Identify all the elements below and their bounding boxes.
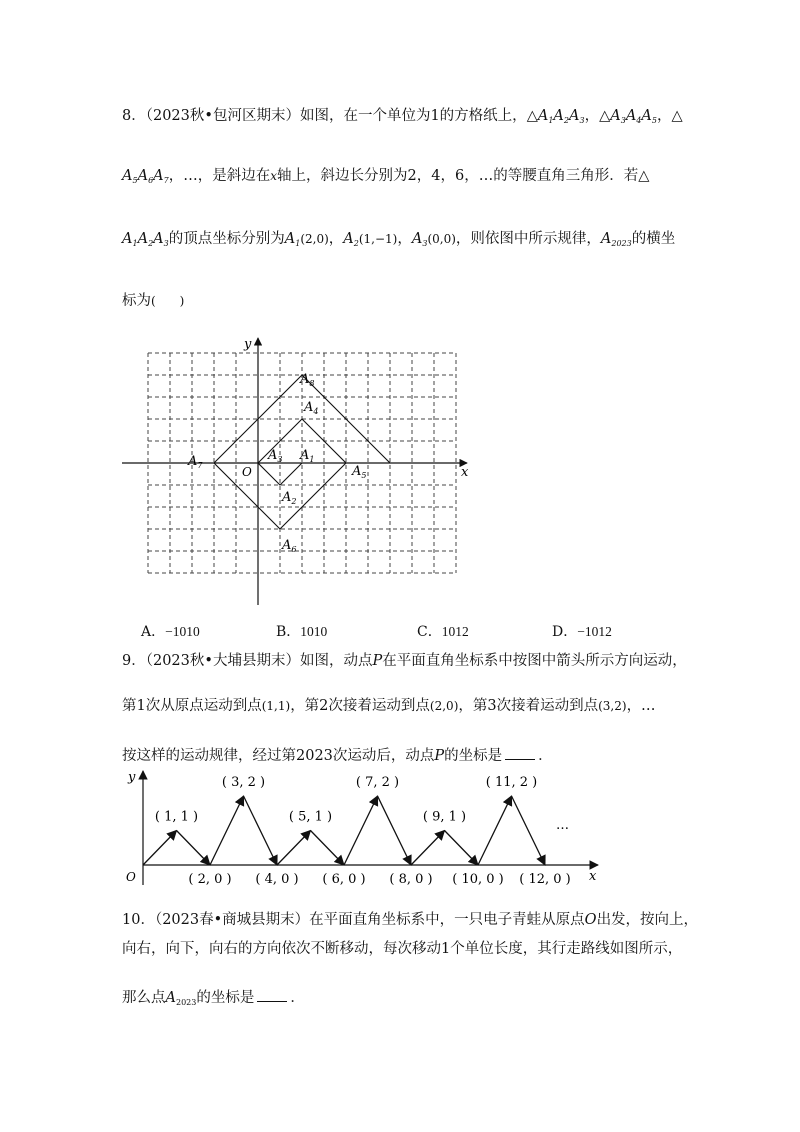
point-label-a3: $A_3$ bbox=[268, 448, 283, 464]
coordinate-label: ( 10, 0 ) bbox=[452, 872, 504, 887]
ellipsis: … bbox=[556, 818, 569, 833]
point-label-a7: $A_7$ bbox=[188, 454, 203, 470]
q9-path-figure bbox=[0, 765, 800, 895]
q8-source: （2023秋•包河区期末） bbox=[145, 108, 300, 124]
path-segment bbox=[210, 796, 244, 865]
q8-line-2: $A_5A_6A_7$，…，是斜边在x轴上，斜边长分别为2，4，6，…的等腰直角三角形．若△ bbox=[122, 168, 650, 185]
path-segment bbox=[478, 796, 512, 865]
q10-line-3: 那么点$A_{2023}$的坐标是 ． bbox=[122, 990, 305, 1007]
path-segment bbox=[512, 796, 546, 865]
path-segment bbox=[177, 831, 211, 866]
triangle-a1a2a3: $A_1A_2A_3$ bbox=[537, 108, 585, 125]
coordinate-label: ( 4, 0 ) bbox=[255, 872, 299, 887]
y-axis-label: y bbox=[128, 770, 136, 785]
q8-line-1: 8．（2023秋•包河区期末）如图，在一个单位为1的方格纸上，$\triangle A_1A_2A_3$，$\triangle A_3A_4A_5$，△ bbox=[122, 108, 683, 125]
q8-number: 8． bbox=[122, 108, 146, 124]
coordinate-label: ( 9, 1 ) bbox=[422, 809, 467, 825]
q8-grid-figure bbox=[0, 330, 800, 630]
path-segment bbox=[277, 831, 311, 866]
coordinate-label: ( 6, 0 ) bbox=[322, 872, 366, 887]
y-axis-label: y bbox=[244, 337, 252, 352]
coordinate-label: ( 5, 1 ) bbox=[288, 809, 333, 825]
coordinate-label: ( 3, 2 ) bbox=[221, 775, 266, 790]
origin-label: O bbox=[242, 465, 252, 479]
q10-number: 10． bbox=[122, 912, 155, 928]
q9-line-1: 9．（2023秋•大埔县期末）如图，动点P在平面直角坐标系中按图中箭头所示方向运动， bbox=[122, 653, 687, 669]
coordinate-label: ( 1, 1 ) bbox=[154, 809, 199, 825]
answer-blank[interactable] bbox=[257, 989, 287, 1002]
path-segment bbox=[244, 796, 278, 865]
path-segment bbox=[411, 831, 445, 866]
q9-number: 9． bbox=[122, 653, 146, 669]
path-segment bbox=[143, 831, 177, 866]
option-c[interactable]: C．1012 bbox=[417, 624, 469, 640]
point-label-a2: $A_2$ bbox=[282, 490, 297, 506]
point-label-a1: $A_1$ bbox=[300, 448, 315, 464]
path-segment bbox=[344, 796, 378, 865]
path-segment bbox=[311, 831, 345, 866]
point-label-a6: $A_6$ bbox=[282, 538, 297, 554]
point-label-a4: $A_4$ bbox=[304, 400, 319, 416]
q10-line-2: 向右，向下，向右的方向依次不断移动，每次移动1个单位长度，其行走路线如图所示， bbox=[122, 941, 683, 957]
q10-line-1: 10．（2023春•商城县期末）在平面直角坐标系中，一只电子青蛙从原点O出发，按向上， bbox=[122, 912, 699, 928]
triangle-a5a6a7: $A_5A_6A_7$ bbox=[122, 168, 169, 185]
point-label-a8: $A_8$ bbox=[300, 372, 315, 388]
point-label-a5: $A_5$ bbox=[352, 464, 367, 480]
a3-coordinate: (0,0) bbox=[427, 232, 456, 246]
coordinate-label: ( 2, 0 ) bbox=[188, 872, 232, 887]
coordinate-label: ( 7, 2 ) bbox=[355, 775, 400, 790]
option-b[interactable]: B．1010 bbox=[276, 624, 328, 640]
coordinate-label: ( 12, 0 ) bbox=[519, 872, 571, 887]
a2-coordinate: (1,−1) bbox=[358, 232, 398, 246]
answer-blank[interactable] bbox=[505, 747, 535, 760]
q8-line-3: $A_1A_2A_3$的顶点坐标分别为$A_1(2,0)$，$A_2(1,-1)$，$A_3(0,0)$，则依图中所示规律，$A_{2023}$的横坐 bbox=[122, 231, 676, 248]
origin-label: O bbox=[126, 870, 136, 884]
q9-source: （2023秋•大埔县期末） bbox=[145, 653, 300, 669]
triangle-a1a2a3-b: $A_1A_2A_3$ bbox=[122, 231, 169, 248]
path-segment bbox=[445, 831, 479, 866]
option-d[interactable]: D．−1012 bbox=[552, 624, 612, 640]
answer-paren: ( ) bbox=[151, 294, 185, 308]
q8-line-4: 标为( ) bbox=[122, 293, 185, 309]
coordinate-label: ( 8, 0 ) bbox=[389, 872, 433, 887]
q9-line-2: 第1次从原点运动到点(1,1)，第2次接着运动到点(2,0)，第3次接着运动到点(3,2)，… bbox=[122, 698, 656, 714]
q10-source: （2023春•商城县期末） bbox=[154, 912, 310, 928]
option-a[interactable]: A．−1010 bbox=[141, 624, 200, 640]
x-axis-label: x bbox=[589, 869, 597, 884]
a1-coordinate: (2,0) bbox=[300, 232, 329, 246]
x-axis-label: x bbox=[461, 465, 469, 480]
triangle-a3a4a5: $A_3A_4A_5$ bbox=[610, 108, 657, 125]
q9-line-3: 按这样的运动规律，经过第2023次运动后，动点P的坐标是 ． bbox=[122, 748, 553, 764]
path-segment bbox=[378, 796, 412, 865]
coordinate-label: ( 11, 2 ) bbox=[485, 775, 538, 790]
